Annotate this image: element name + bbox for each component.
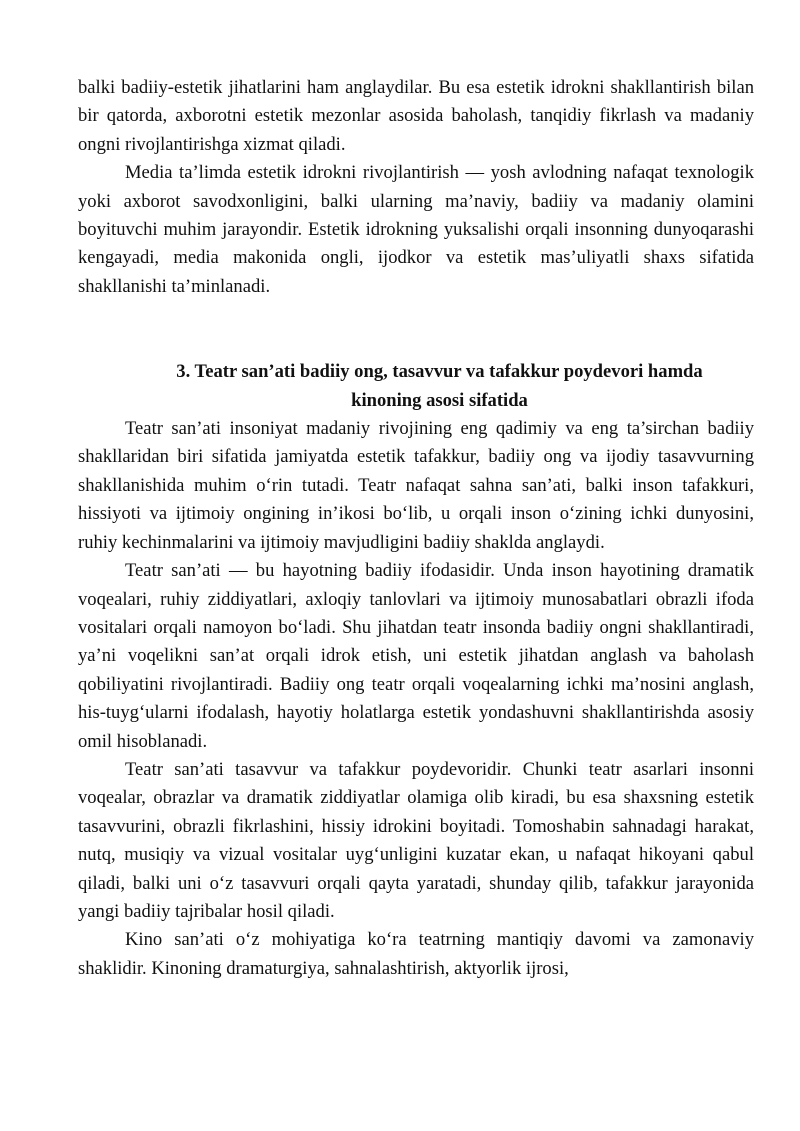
paragraph-cinema: Kino san’ati o‘z mohiyatiga ko‘ra teatrning mantiqiy davomi va zamonaviy shaklidir. Kinoning dramaturgiya, sahnalashtirish, aktyorlik ijrosi, xyxy=(78,929,754,979)
section-heading-line2: kinoning asosi sifatida xyxy=(351,389,528,411)
paragraph-continuation: balki badiiy-estetik jihatlarini ham anglaydilar. Bu esa estetik idrokni shakllantirish bilan bir qatorda, axborotni estetik mezonlar asosida baholash, tanqidiy fikrlash va madaniy ongni rivojlantirishga xizmat qiladi. xyxy=(78,77,754,155)
section-gap xyxy=(78,301,754,358)
paragraph-theatre-imagination: Teatr san’ati tasavvur va tafakkur poydevoridir. Chunki teatr asarlari insonni voqealar, obrazlar va dramatik ziddiyatlar olamiga olib kiradi, bu esa shaxsning estetik tasavvurini, obrazli fikrlashini, hissiy idrokini boyitadi. Tomoshabin sahnadagi harakat, nutq, musiqiy va vizual vositalar uyg‘unligini kuzatar ekan, u nafaqat hikoyani qabul qiladi, balki uni o‘z tasavvuri orqali qayta yaratadi, shunday qilib, tafakkur jarayonida yangi badiiy tajribalar hosil qiladi. xyxy=(78,758,754,922)
document-page xyxy=(78,74,754,983)
paragraph-theatre-expression: Teatr san’ati — bu hayotning badiiy ifodasidir. Unda inson hayotining dramatik voqealari, ruhiy ziddiyatlari, axloqiy tanlovlari va ijtimoiy munosabatlari obrazli ifoda vositalari orqali namoyon bo‘ladi. Shu jihatdan teatr insonda badiiy ongni shakllantiradi, ya’ni voqelikni san’at orqali idrok etish, uni estetik jihatdan anglash va baholash qobiliyatini rivojlantiradi. Badiiy ong teatr orqali voqealarning ichki ma’nosini anglash, his-tuyg‘ularni ifodalash, hayotiy holatlarga estetik yondashuvni shakllantirishda asosiy omil hisoblanadi. xyxy=(78,560,754,752)
paragraph-theatre-intro: Teatr san’ati insoniyat madaniy rivojining eng qadimiy va eng ta’sirchan badiiy shakllaridan biri sifatida jamiyatda estetik tafakkur, badiiy ong va ijodiy tasavvurning shakllanishida muhim o‘rin tutadi. Teatr nafaqat sahna san’ati, balki inson tafakkuri, hissiyoti va ijtimoiy ongining in’ikosi bo‘lib, u orqali inson o‘zining ichki dunyosini, ruhiy kechinmalarini va ijtimoiy mavjudligini badiiy shaklda anglaydi. xyxy=(78,418,754,553)
section-heading xyxy=(78,358,754,415)
section-heading-line1: 3. Teatr san’ati badiiy ong, tasavvur va tafakkur poydevori hamda xyxy=(176,361,703,383)
paragraph-media-education: Media ta’limda estetik idrokni rivojlantirish — yosh avlodning nafaqat texnologik yoki axborot savodxonligini, balki ularning ma’naviy, badiiy va madaniy olamini boyituvchi muhim jarayondir. Estetik idrokning yuksalishi orqali insonning dunyoqarashi kengayadi, media makonida ongli, ijodkor va estetik mas’uliyatli shaxs sifatida shakllanishi ta’minlanadi. xyxy=(78,162,754,297)
